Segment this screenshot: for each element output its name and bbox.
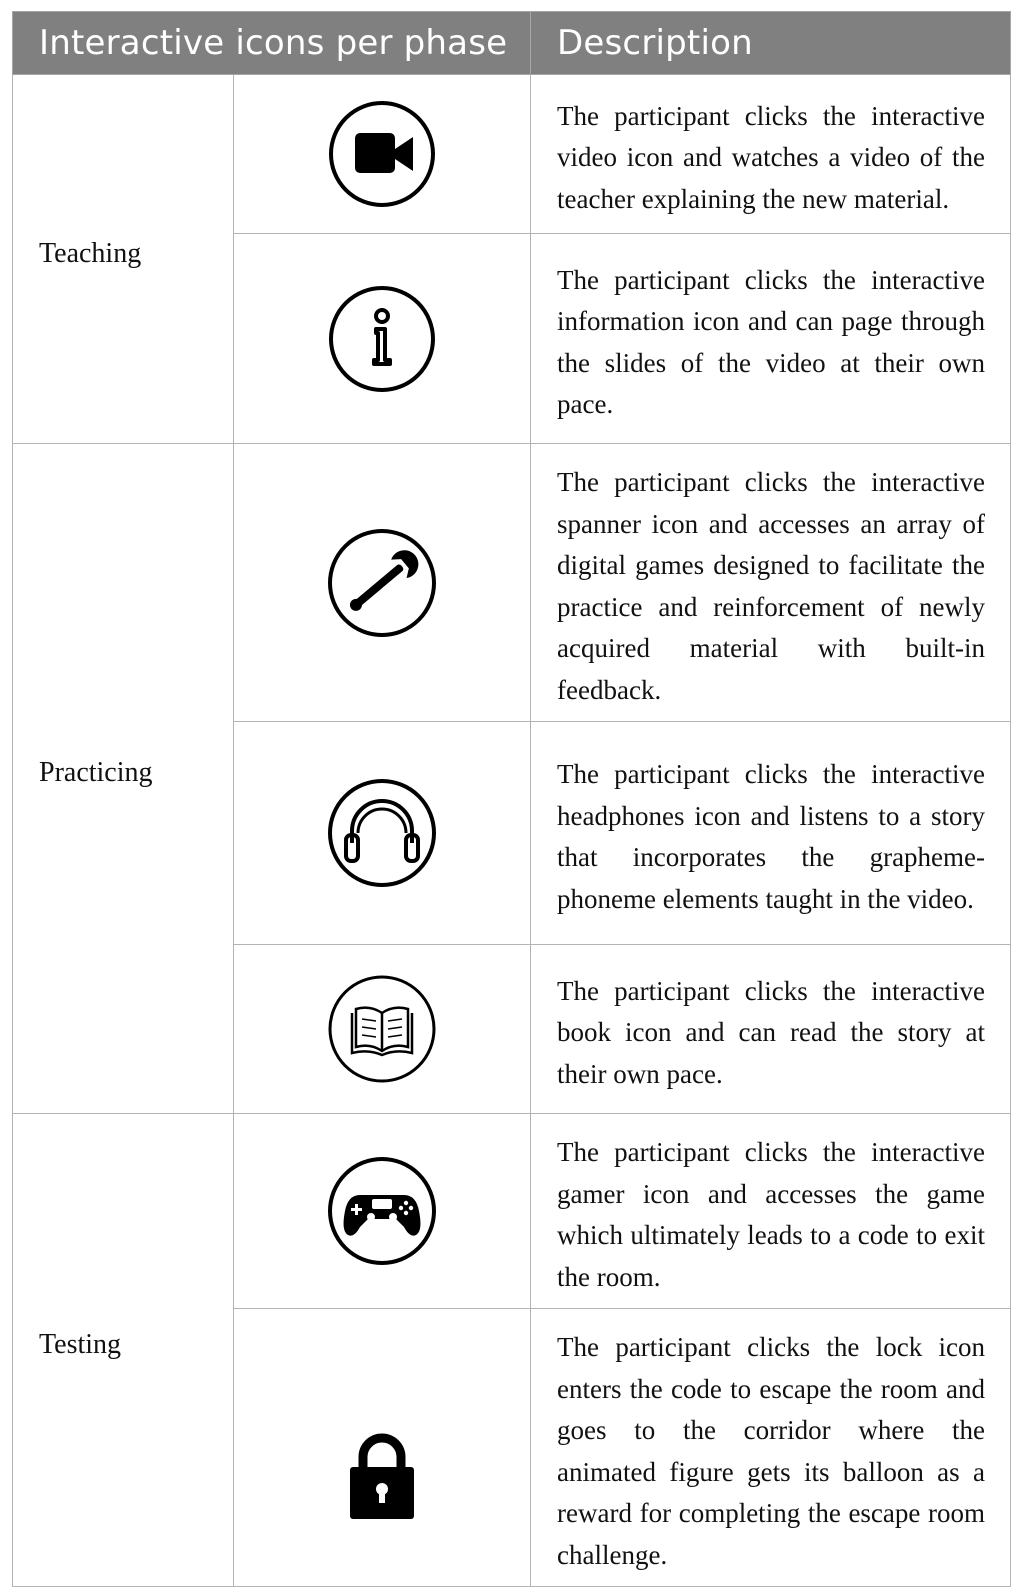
description-cell: The participant clicks the interactive book icon and can read the story at their own pace.	[531, 945, 1011, 1114]
table-row	[13, 1114, 1011, 1309]
spanner-icon	[326, 527, 438, 639]
lock-icon	[347, 1433, 417, 1523]
description-cell: The participant clicks the interactive video icon and watches a video of the teacher explaining the new material.	[531, 75, 1011, 234]
icon-cell	[234, 444, 531, 722]
phase-teaching: Teaching	[13, 75, 234, 444]
description-cell: The participant clicks the interactive information icon and can page through the slides of the video at their own pace.	[531, 234, 1011, 444]
icon-cell	[234, 234, 531, 444]
description-cell: The participant clicks the interactive headphones icon and listens to a story that incorporates the grapheme-phoneme elements taught in the video.	[531, 722, 1011, 945]
description-cell: The participant clicks the interactive spanner icon and accesses an array of digital games designed to facilitate the practice and reinforcement of newly acquired material with built-in feedback.	[531, 444, 1011, 722]
book-icon	[326, 973, 438, 1085]
information-icon	[327, 284, 437, 394]
gamepad-icon	[326, 1155, 438, 1267]
header-icons-per-phase: Interactive icons per phase	[13, 12, 531, 75]
table-header-row	[13, 12, 1011, 75]
header-description: Description	[531, 12, 1011, 75]
icons-table	[12, 11, 1011, 1587]
icon-cell	[234, 75, 531, 234]
icon-cell	[234, 945, 531, 1114]
headphones-icon	[326, 777, 438, 889]
description-cell: The participant clicks the interactive gamer icon and accesses the game which ultimately leads to a code to exit the room.	[531, 1114, 1011, 1309]
table-row	[13, 75, 1011, 234]
icon-cell	[234, 1114, 531, 1309]
table-row	[13, 444, 1011, 722]
video-camera-icon	[327, 99, 437, 209]
icon-cell	[234, 1309, 531, 1587]
phase-testing: Testing	[13, 1114, 234, 1587]
description-cell: The participant clicks the lock icon enters the code to escape the room and goes to the corridor where the animated figure gets its balloon as a reward for completing the escape room challenge.	[531, 1309, 1011, 1587]
icon-cell	[234, 722, 531, 945]
phase-practicing: Practicing	[13, 444, 234, 1114]
